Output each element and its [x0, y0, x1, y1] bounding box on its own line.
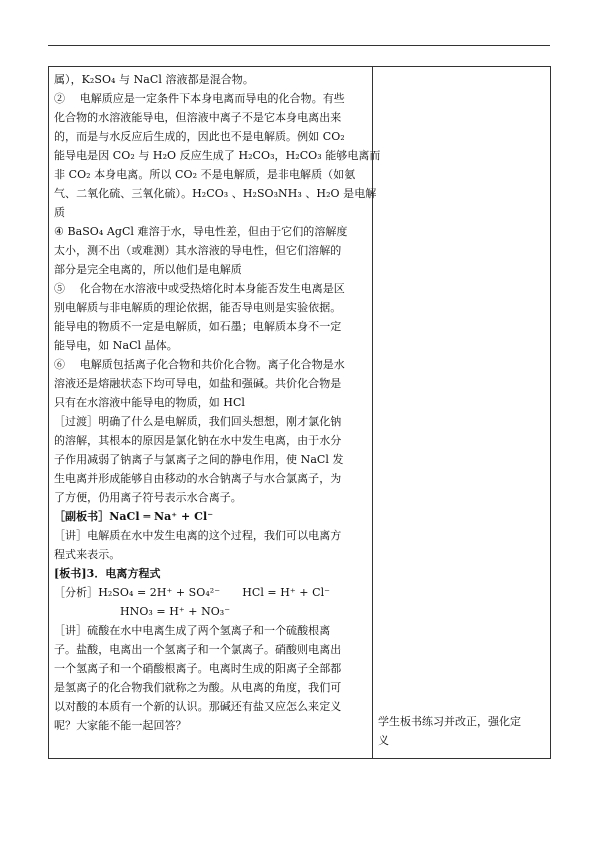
text-line: 能导电是因 CO₂ 与 H₂O 反应生成了 H₂CO₃，H₂CO₃ 能够电离而: [54, 149, 381, 162]
section-heading: [板书]3．电离方程式: [54, 567, 161, 580]
text-line: 质: [54, 206, 66, 219]
text-line: 化合物的水溶液能导电，但溶液中离子不是它本身电离出来: [54, 111, 342, 124]
student-activity-cell: [373, 67, 551, 759]
text-line: 程式来表示。: [54, 548, 121, 561]
text-line: 子作用减弱了钠离子与氯离子之间的静电作用，使 NaCl 发: [54, 453, 344, 466]
text-line: 部分是完全电离的，所以他们是电解质: [54, 263, 242, 276]
text-line: 呢？大家能不能一起回答？: [54, 719, 187, 732]
text-line: 溶液还是熔融状态下均可导电，如盐和强碱。共价化合物是: [54, 377, 342, 390]
text-line: 只有在水溶液中能导电的物质，如 HCl: [54, 396, 245, 409]
text-line: 的溶解，其根本的原因是氯化钠在水中发生电离，由于水分: [54, 434, 342, 447]
text-line: ④ BaSO₄ AgCl 难溶于水，导电性差，但由于它们的溶解度: [54, 225, 348, 238]
text-line: ⑤ 化合物在水溶液中或受热熔化时本身能否发生电离是区: [54, 282, 345, 295]
text-line: 一个氢离子和一个硝酸根离子。电离时生成的阳离子全部都: [54, 662, 342, 675]
text-line: 了方便，仍用离子符号表示水合离子。: [54, 491, 242, 504]
text-line: 生电离并形成能够自由移动的水合钠离子与水合氯离子，为: [54, 472, 342, 485]
text-line: ⑥ 电解质包括离子化合物和共价化合物。离子化合物是水: [54, 358, 345, 371]
text-line: 能导电，如 NaCl 晶体。: [54, 339, 178, 352]
text-line: 属），K₂SO₄ 与 NaCl 溶液都是混合物。: [54, 73, 254, 86]
text-line: 非 CO₂ 本身电离。所以 CO₂ 不是电解质，是非电解质（如氨: [54, 168, 356, 181]
ionization-equation-line: ［分析］H₂SO₄ = 2H⁺ + SO₄²⁻ HCl = H⁺ + Cl⁻: [54, 586, 330, 599]
text-line: ［讲］硫酸在水中电离生成了两个氢离子和一个硫酸根离: [54, 624, 331, 637]
ionization-equation-line: HNO₃ = H⁺ + NO₃⁻: [120, 605, 231, 618]
text-line: 别电解质与非电解质的理论依据，能否导电则是实验依据。: [54, 301, 342, 314]
text-line: 是氢离子的化合物我们就称之为酸。从电离的角度，我们可: [54, 681, 342, 694]
header-rule: [48, 45, 550, 46]
text-line: 能导电的物质不一定是电解质，如石墨；电解质本身不一定: [54, 320, 342, 333]
text-line: 的，而是与水反应后生成的，因此也不是电解质。例如 CO₂: [54, 130, 345, 143]
text-line: ② 电解质应是一定条件下本身电离而导电的化合物。有些: [54, 92, 345, 105]
sub-board-equation: ［副板书］NaCl ═ Na⁺ + Cl⁻: [54, 510, 214, 523]
table-row: [49, 67, 551, 759]
text-line: 子。盐酸，电离出一个氢离子和一个氯离子。硝酸则电离出: [54, 643, 342, 656]
text-line: 学生板书练习并改正，强化定: [378, 715, 521, 728]
lesson-table: [48, 66, 551, 759]
text-line: 义: [378, 734, 389, 747]
text-line: 以对酸的本质有一个新的认识。那碱还有盐又应怎么来定义: [54, 700, 342, 713]
text-line: ［过渡］明确了什么是电解质，我们回头想想，刚才氯化钠: [54, 415, 342, 428]
teaching-content-cell: [49, 67, 381, 759]
text-line: ［讲］电解质在水中发生电离的这个过程，我们可以电离方: [54, 529, 342, 542]
text-line: 太小，测不出（或难测）其水溶液的导电性，但它们溶解的: [54, 244, 342, 257]
text-line: 气、二氧化硫、三氧化硫）。H₂CO₃ 、H₂SO₃NH₃ 、H₂O 是电解: [54, 187, 377, 200]
